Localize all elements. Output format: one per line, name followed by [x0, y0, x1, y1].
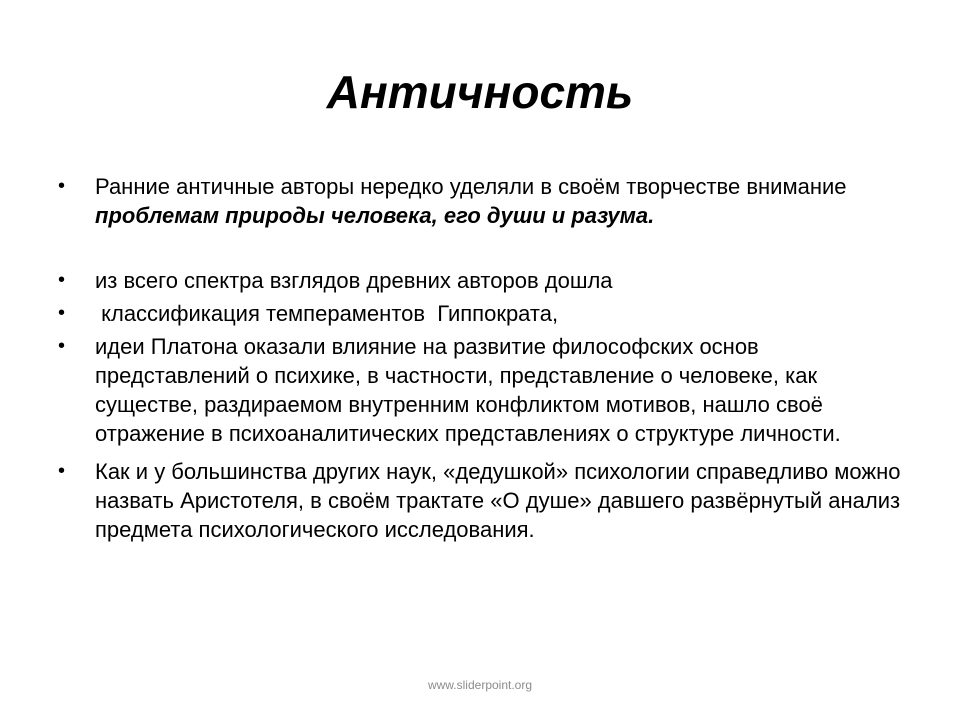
bullet-icon: •: [58, 175, 66, 197]
footer-watermark: www.sliderpoint.org: [427, 678, 533, 692]
item-emphasis-text: проблемам природы человека, его души и разума.: [95, 203, 655, 228]
bullet-icon: •: [58, 460, 66, 482]
item-text: Ранние античные авторы нередко уделяли в своём творчестве внимание: [95, 174, 847, 199]
bullet-icon: •: [58, 335, 66, 357]
list-item: [58, 299, 908, 328]
list-item: [58, 266, 908, 295]
list-item: [58, 332, 908, 448]
item-text: Как и у большинства других наук, «дедушкой» психологии справедливо можно назвать Аристотеля, в своём трактате «О душе» давшего развёрнутый анализ предмета психологического исследования.: [95, 459, 901, 542]
item-text: идеи Платона оказали влияние на развитие философских основ представлений о психике, в частности, представление о человеке, как существе, раздираемом внутренним конфликтом мотивов, нашло своё отражение в психоаналитических представлениях о структуре личности.: [95, 334, 841, 446]
slide-title: Античность: [326, 66, 634, 118]
list-item: [58, 172, 908, 230]
item-text: из всего спектра взглядов древних авторов дошла: [95, 268, 613, 293]
list-item: [58, 457, 908, 544]
bullet-list: [58, 172, 908, 544]
bullet-icon: •: [58, 269, 66, 291]
bullet-icon: •: [58, 302, 66, 324]
item-text: классификация темпераментов Гиппократа,: [95, 301, 559, 326]
